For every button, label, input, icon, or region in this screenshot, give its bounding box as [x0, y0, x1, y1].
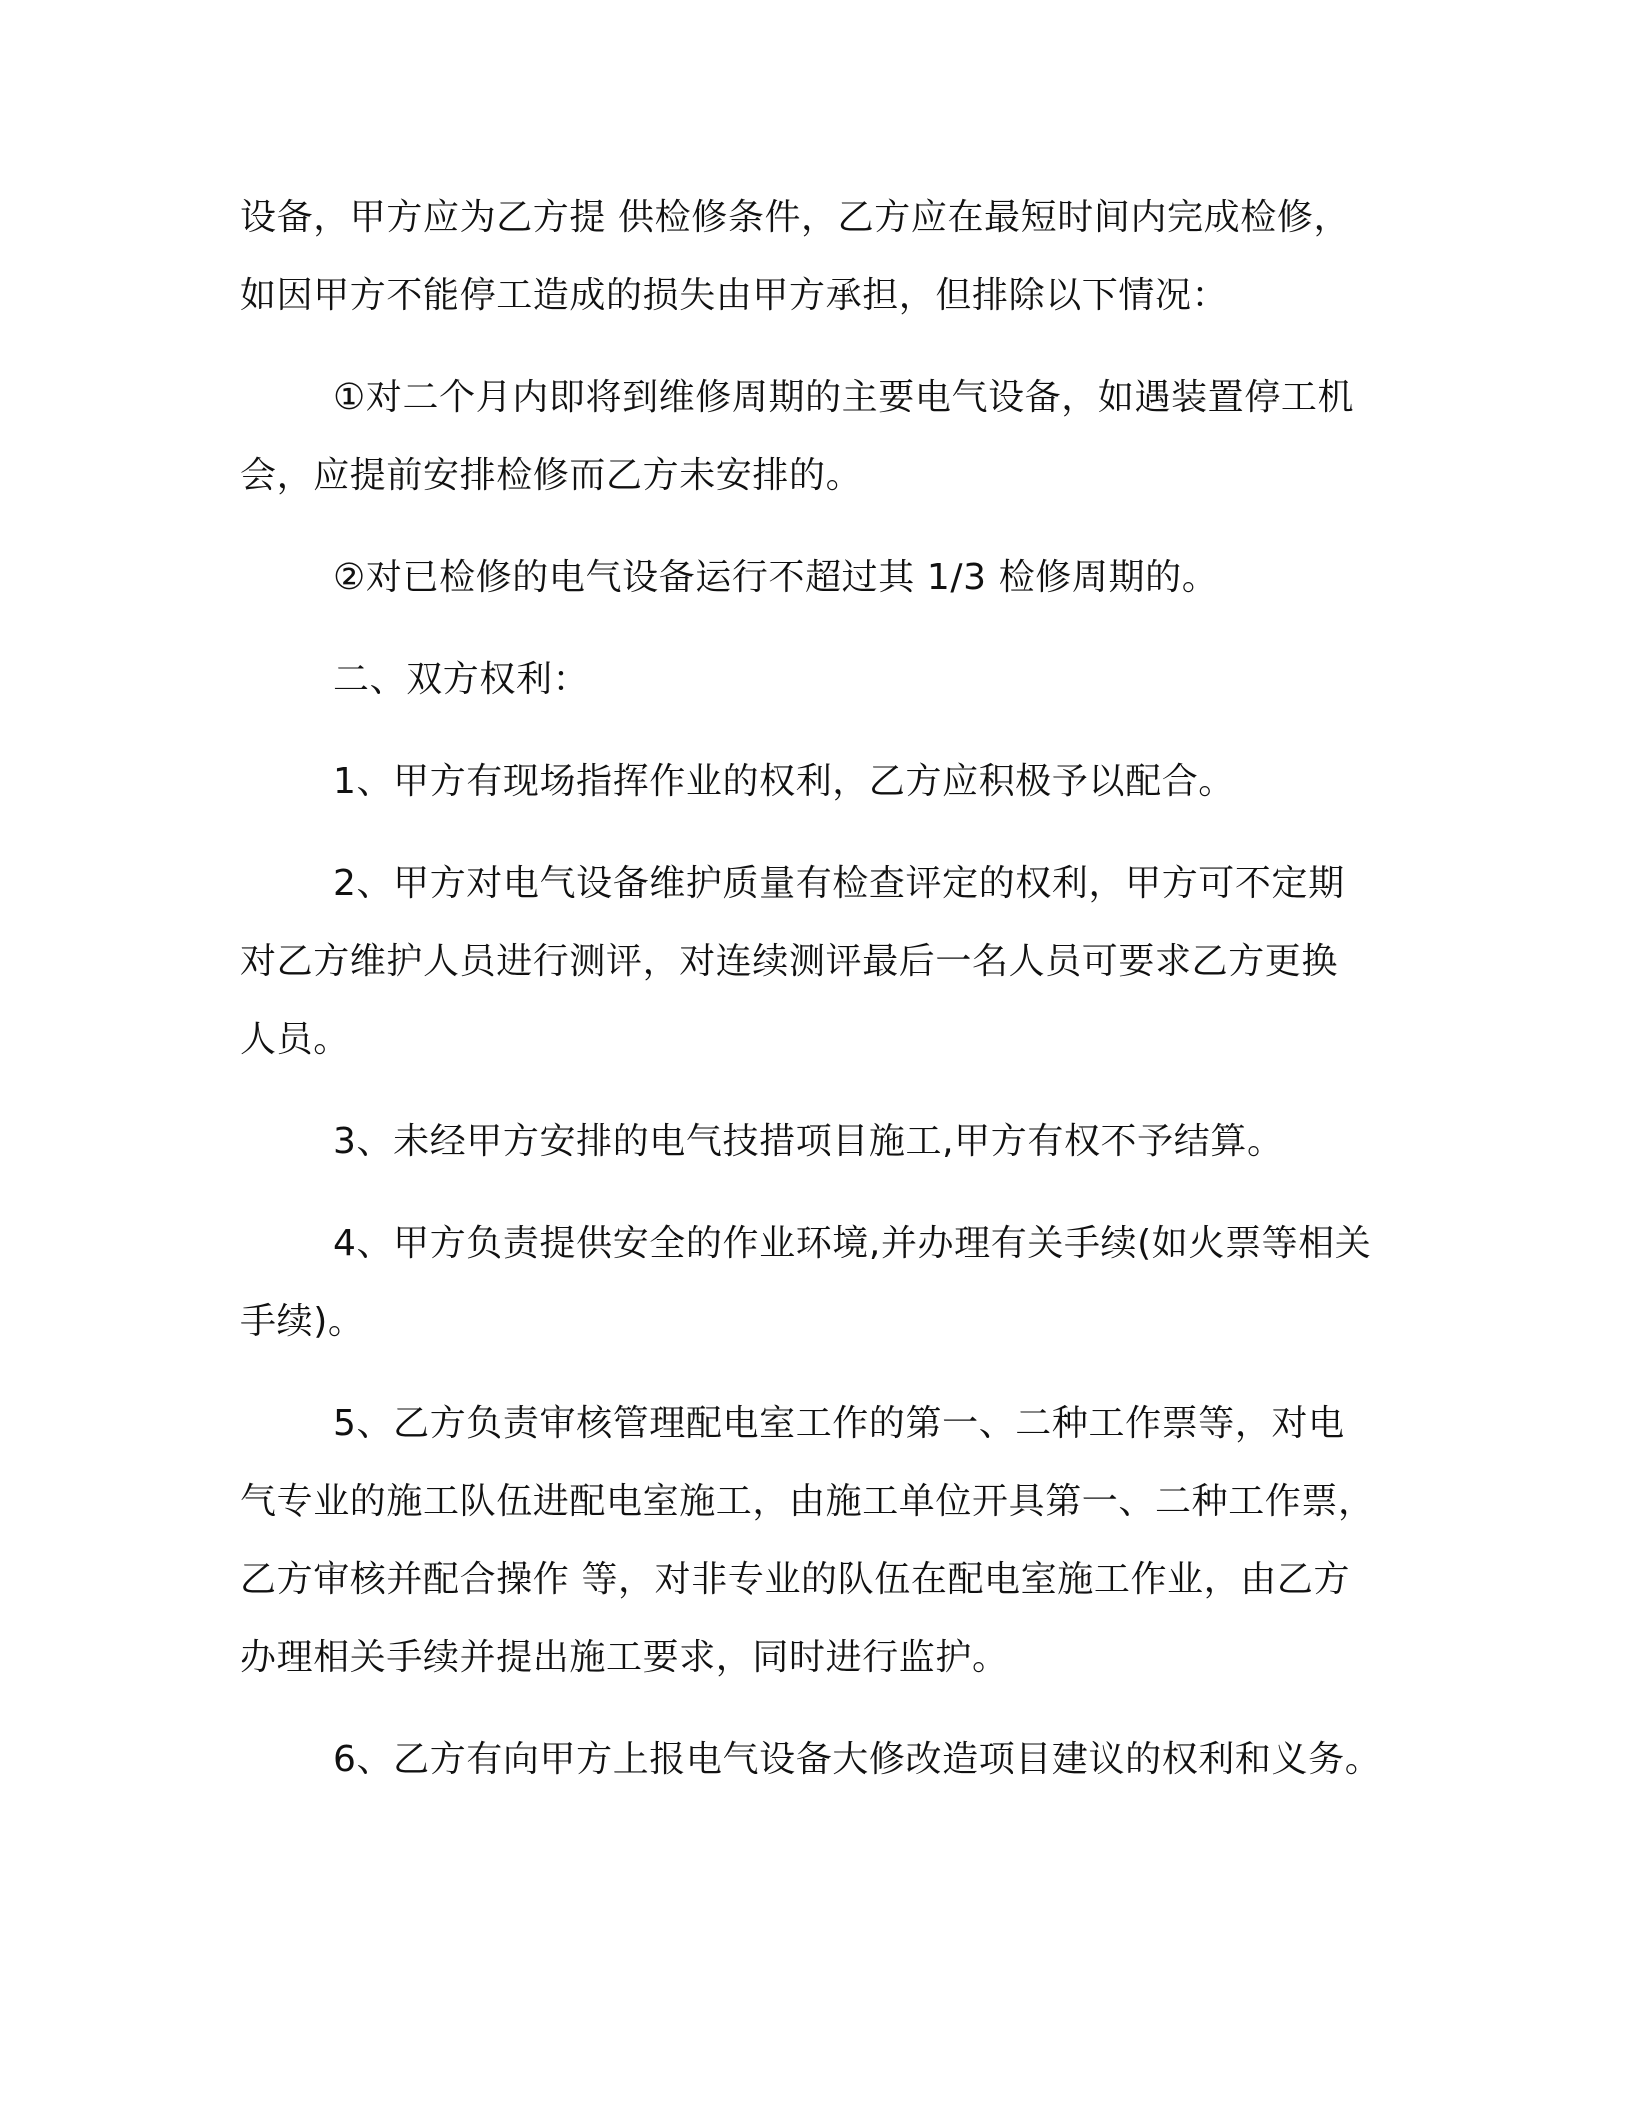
- clause-4-line-1: 4、甲方负责提供安全的作业环境,并办理有关手续(如火票等相关: [333, 1223, 1372, 1264]
- item-1-line-2: 会，应提前安排检修而乙方未安排的。: [240, 455, 863, 496]
- text-line-2: 如因甲方不能停工造成的损失由甲方承担，但排除以下情况：: [240, 275, 1229, 316]
- clause-3: 3、未经甲方安排的电气技措项目施工,甲方有权不予结算。: [333, 1121, 1284, 1162]
- clause-2-line-1: 2、甲方对电气设备维护质量有检查评定的权利，甲方可不定期: [333, 863, 1345, 904]
- section-heading-rights: 二、双方权利：: [333, 659, 590, 700]
- clause-5-line-1: 5、乙方负责审核管理配电室工作的第一、二种工作票等，对电: [333, 1403, 1345, 1444]
- clause-2-line-3: 人员。: [240, 1019, 350, 1060]
- item-1-line-1: ①对二个月内即将到维修周期的主要电气设备，如遇装置停工机: [333, 377, 1355, 418]
- clause-4-line-2: 手续)。: [240, 1301, 365, 1342]
- clause-6: 6、乙方有向甲方上报电气设备大修改造项目建议的权利和义务。: [333, 1739, 1382, 1780]
- text-line-1: 设备，甲方应为乙方提 供检修条件，乙方应在最短时间内完成检修，: [240, 197, 1351, 238]
- clause-5-line-4: 办理相关手续并提出施工要求，同时进行监护。: [240, 1637, 1009, 1678]
- clause-1: 1、甲方有现场指挥作业的权利，乙方应积极予以配合。: [333, 761, 1235, 802]
- clause-5-line-3: 乙方审核并配合操作 等，对非专业的队伍在配电室施工作业，由乙方: [240, 1559, 1351, 1600]
- item-2-line-1: ②对已检修的电气设备运行不超过其 1/3 检修周期的。: [333, 557, 1219, 598]
- clause-5-line-2: 气专业的施工队伍进配电室施工，由施工单位开具第一、二种工作票，: [240, 1481, 1375, 1522]
- clause-2-line-2: 对乙方维护人员进行测评，对连续测评最后一名人员可要求乙方更换: [240, 941, 1339, 982]
